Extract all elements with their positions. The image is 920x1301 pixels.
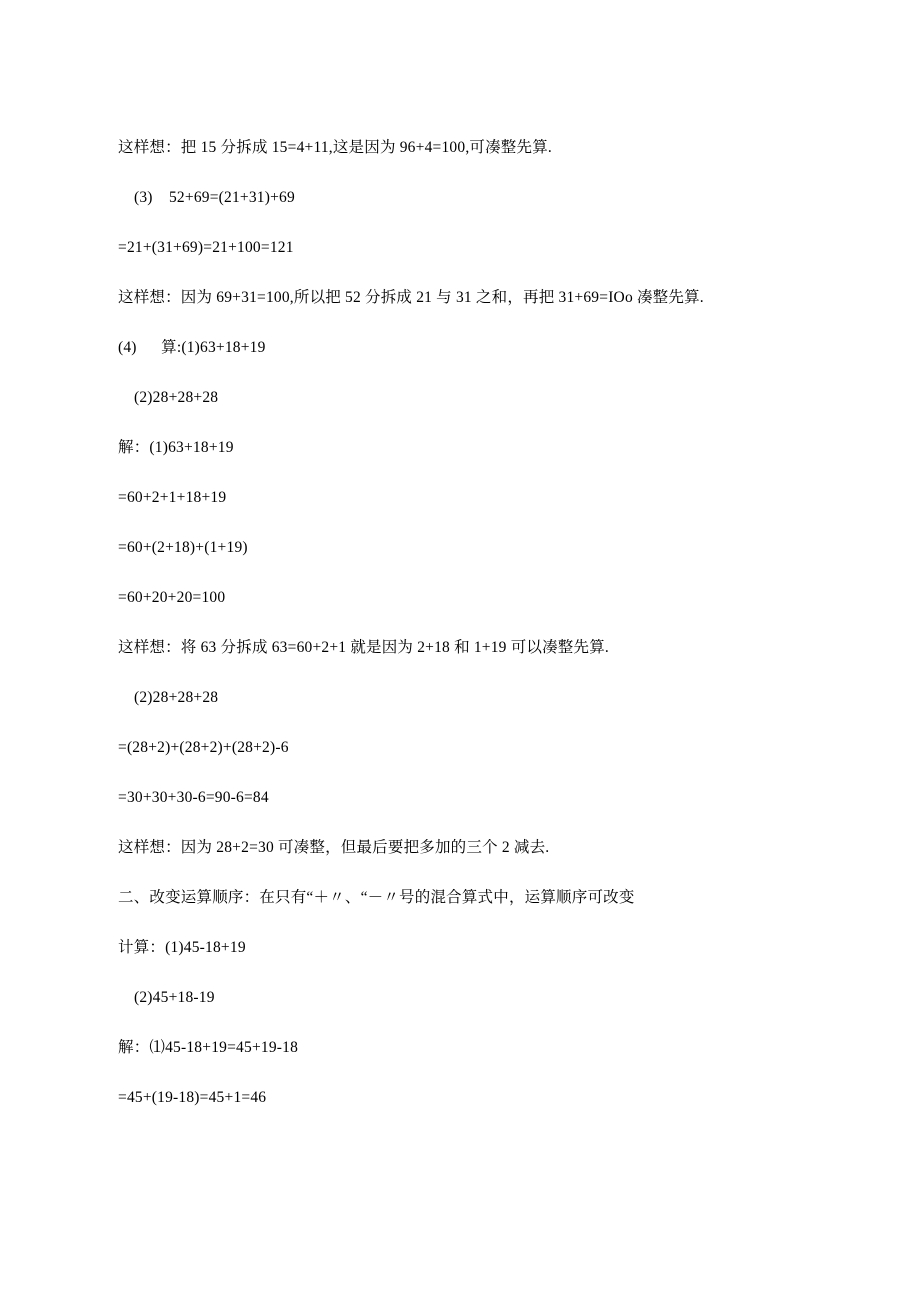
text-line: =45+(19-18)=45+1=46 (118, 1089, 267, 1106)
text-line: (2)45+18-19 (134, 989, 215, 1006)
text-line: =(28+2)+(28+2)+(28+2)-6 (118, 739, 289, 756)
text-line: =60+(2+18)+(1+19) (118, 539, 248, 556)
text-line: 这样想：将 63 分拆成 63=60+2+1 就是因为 2+18 和 1+19 可以凑整先算. (118, 639, 609, 656)
text-line: =60+2+1+18+19 (118, 489, 227, 506)
text-line: =21+(31+69)=21+100=121 (118, 239, 294, 256)
text-line: =30+30+30-6=90-6=84 (118, 789, 269, 806)
text-line: 这样想：把 15 分拆成 15=4+11,这是因为 96+4=100,可凑整先算. (118, 139, 552, 156)
text-line: 解：(1)63+18+19 (118, 439, 234, 456)
text-line: (2)28+28+28 (134, 689, 219, 706)
text-line: 二、改变运算顺序：在只有“＋〃、“－〃号的混合算式中，运算顺序可改变 (118, 889, 635, 906)
text-line: (4) 算:(1)63+18+19 (118, 339, 266, 356)
text-line: (2)28+28+28 (134, 389, 219, 406)
text-line: =60+20+20=100 (118, 589, 226, 606)
text-line: 解：⑴45-18+19=45+19-18 (118, 1039, 299, 1056)
document-body (118, 140, 802, 1106)
text-line: (3) 52+69=(21+31)+69 (134, 189, 295, 206)
text-line: 计算：(1)45-18+19 (118, 939, 246, 956)
text-line: 这样想：因为 28+2=30 可凑整，但最后要把多加的三个 2 减去. (118, 839, 550, 856)
text-line: 这样想：因为 69+31=100,所以把 52 分拆成 21 与 31 之和，再把 31+69=IOo 凑整先算. (118, 289, 704, 306)
